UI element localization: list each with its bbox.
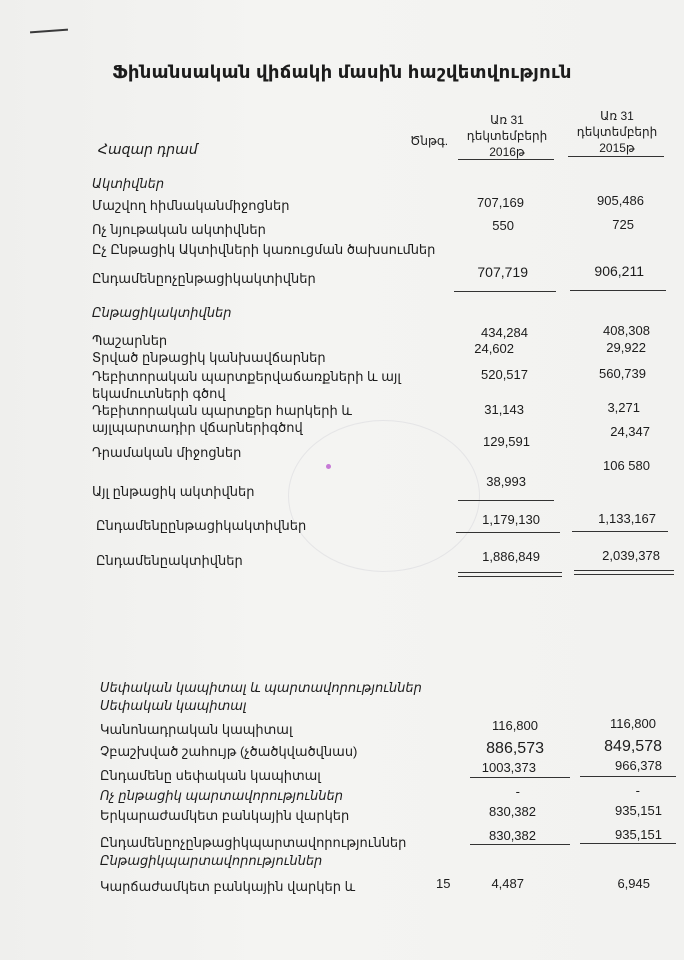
total-rule-2015 bbox=[570, 290, 666, 291]
note-number: 15 bbox=[436, 876, 451, 891]
row-label: եկամուտների գծով bbox=[92, 386, 226, 401]
value-2016: 520,517 bbox=[481, 367, 528, 382]
row-label: Պաշարներ bbox=[92, 333, 168, 348]
section-heading-current-assets: Ընթացիկակտիվներ bbox=[92, 305, 232, 320]
liabilities-rule-2016 bbox=[470, 844, 570, 845]
value-2015: 935,151 bbox=[615, 803, 662, 818]
value-2016: - bbox=[515, 784, 520, 799]
total-2016: 707,719 bbox=[477, 264, 528, 280]
document-title: Ֆինանսական վիճակի մասին հաշվետվություն bbox=[112, 62, 572, 82]
column-header-2016 bbox=[462, 112, 552, 160]
equity-rule-2016 bbox=[470, 777, 570, 778]
row-label-total: Ընդամենը սեփական կապիտալ bbox=[100, 768, 321, 783]
row-label: Երկարաժամկետ բանկային վարկեր bbox=[100, 808, 350, 823]
grand-total-rule-2016-b bbox=[458, 576, 562, 577]
row-label-grand-total: Ընդամենըակտիվներ bbox=[96, 553, 243, 568]
section-heading-equity-liabilities: Սեփական կապիտալ և պարտավորություններ bbox=[100, 680, 422, 695]
total-2016: 1,179,130 bbox=[482, 512, 540, 527]
note-header: Ծնթգ. bbox=[410, 134, 449, 148]
total-rule-2016 bbox=[456, 532, 560, 533]
pen-mark bbox=[30, 29, 68, 34]
value-2016: 886,573 bbox=[486, 740, 544, 757]
grand-total-2016: 1,886,849 bbox=[482, 549, 540, 564]
value-2015: 3,271 bbox=[607, 400, 640, 415]
col-2016-line1: Առ 31 bbox=[490, 113, 524, 127]
row-label: Մաշվող հիմնականմիջոցներ bbox=[92, 198, 290, 213]
value-2015: 849,578 bbox=[604, 738, 662, 755]
grand-total-2015: 2,039,378 bbox=[602, 548, 660, 563]
value-2016: 4,487 bbox=[491, 876, 524, 891]
unit-label: Հազար դրամ bbox=[98, 141, 198, 157]
col-2016-line3: 2016թ bbox=[489, 145, 525, 159]
value-2015: 905,486 bbox=[597, 193, 644, 208]
section-heading-noncurrent-liabilities: Ոչ ընթացիկ պարտավորություններ bbox=[100, 788, 344, 803]
total-2015: 935,151 bbox=[615, 827, 662, 842]
total-2016: 830,382 bbox=[489, 828, 536, 843]
row-label: Դրամական միջոցներ bbox=[92, 445, 242, 460]
ink-dot bbox=[326, 464, 331, 469]
value-2016: 38,993 bbox=[486, 474, 526, 489]
value-2015: 6,945 bbox=[617, 876, 650, 891]
value-2016: 830,382 bbox=[489, 804, 536, 819]
total-2015: 1,133,167 bbox=[598, 511, 656, 526]
row-label: Դեբիտորական պարտքեր հարկերի և bbox=[92, 403, 352, 418]
value-2015: 116,800 bbox=[609, 716, 656, 731]
section-heading-current-liabilities: Ընթացիկպարտավորություններ bbox=[100, 853, 323, 868]
value-2016: 24,602 bbox=[474, 341, 514, 356]
value-2015: 725 bbox=[612, 217, 634, 232]
header-rule-2016 bbox=[458, 159, 554, 160]
total-2015: 906,211 bbox=[594, 263, 644, 279]
row-label-total: Ընդամենըոչընթացիկակտիվներ bbox=[92, 271, 316, 286]
row-label-total: Ընդամենըընթացիկակտիվներ bbox=[96, 518, 307, 533]
col-2016-line2: դեկտեմբերի bbox=[466, 129, 548, 143]
row-label: Կանոնադրական կապիտալ bbox=[100, 722, 293, 737]
col-2015-line2: դեկտեմբերի bbox=[576, 125, 658, 139]
row-label-total: Ընդամենըոչընթացիկպարտավորություններ bbox=[100, 835, 407, 850]
value-2016: 434,284 bbox=[481, 325, 528, 340]
value-2015: 24,347 bbox=[610, 424, 650, 439]
header-rule-2015 bbox=[568, 156, 664, 157]
row-label: Այլ ընթացիկ ակտիվներ bbox=[92, 484, 255, 499]
row-label: Դեբիտորական պարտքերվաճառքների և այլ bbox=[92, 369, 401, 384]
value-2015: 560,739 bbox=[599, 366, 646, 381]
value-2016: 116,800 bbox=[491, 718, 538, 733]
subtotal-rule-2016 bbox=[458, 500, 554, 501]
row-label: Ոչ նյութական ակտիվներ bbox=[92, 222, 266, 237]
value-2016: 707,169 bbox=[477, 195, 524, 210]
column-header-2015 bbox=[572, 108, 662, 156]
total-rule-2016 bbox=[454, 291, 556, 292]
section-heading-assets: Ակտիվներ bbox=[92, 176, 165, 191]
row-label: այլպարտադիր վճարներիգծով bbox=[92, 420, 303, 435]
grand-total-rule-2015-a bbox=[574, 570, 674, 571]
liabilities-rule-2015 bbox=[580, 843, 676, 844]
value-2016: 129,591 bbox=[483, 434, 530, 449]
grand-total-rule-2016-a bbox=[458, 572, 562, 573]
total-rule-2015 bbox=[572, 531, 668, 532]
value-2015: 408,308 bbox=[603, 323, 650, 338]
row-label: Ըչ Ընթացիկ Ակտիվների կառուցման ծախսումներ bbox=[92, 242, 436, 257]
value-2016: 31,143 bbox=[484, 402, 524, 417]
equity-rule-2015 bbox=[580, 776, 676, 777]
row-label: Չբաշխված շահույթ (չծածկվածվնաս) bbox=[100, 744, 358, 759]
row-label: Տրված ընթացիկ կանխավճարներ bbox=[92, 350, 326, 365]
total-2015: 966,378 bbox=[615, 758, 662, 773]
value-2016: 550 bbox=[492, 218, 514, 233]
col-2015-line3: 2015թ bbox=[599, 141, 635, 155]
value-2015: 106 580 bbox=[603, 458, 650, 473]
value-2015: 29,922 bbox=[606, 340, 646, 355]
grand-total-rule-2015-b bbox=[574, 574, 674, 575]
value-2015: - bbox=[635, 783, 640, 798]
total-2016: 1003,373 bbox=[481, 760, 536, 775]
col-2015-line1: Առ 31 bbox=[600, 109, 634, 123]
row-label: Կարճաժամկետ բանկային վարկեր և bbox=[100, 879, 356, 894]
section-heading-equity: Սեփական կապիտալ bbox=[100, 698, 247, 713]
